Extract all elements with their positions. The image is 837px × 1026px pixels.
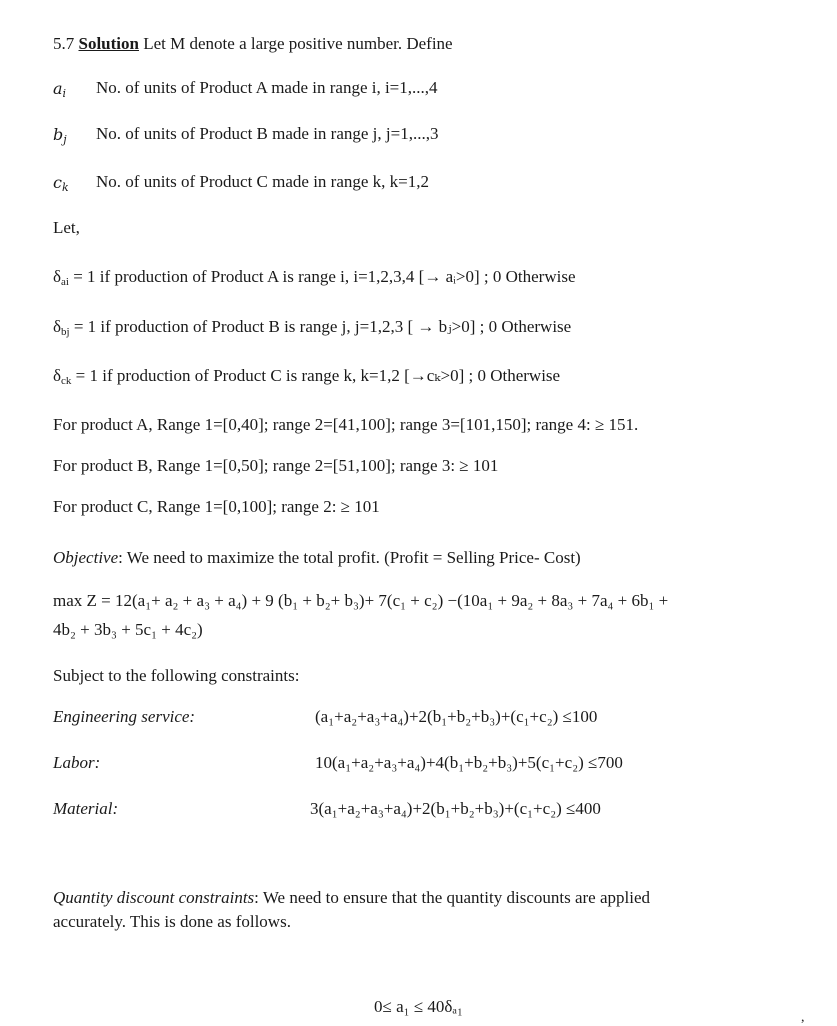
definition-text-c: No. of units of Product C made in range k, k=1,2 bbox=[96, 172, 430, 191]
delta-b-line: $\delta_{bj} = 1$ if production of Product B is range j, j=1,2,3 [ → bⱼ>0] ; 0 Otherwise bbox=[53, 317, 572, 338]
definition-symbol-b: $b_j$ bbox=[53, 125, 67, 146]
definition-symbol-a: $a_i$ bbox=[53, 79, 67, 100]
objective-function-line-2: 4b₂ + 3b₃ + 5c₁ + 4c₂) bbox=[53, 620, 203, 639]
objective-line: Objective: We need to maximize the total profit. (Profit = Selling Price- Cost) bbox=[53, 548, 581, 567]
objective-function-line-1: max Z = 12(a₁+ a₂ + a₃ + a₄) + 9 (b₁ + b₂+ b₃)+ 7(c₁ + c₂) −(10a₁ + 9a₂ + 8a₃ + 7a₄ + 6b₁ + bbox=[53, 591, 669, 610]
solution-heading: Solution bbox=[78, 34, 139, 53]
constraint-label-labor: Labor: bbox=[53, 753, 101, 772]
range-b-line: For product B, Range 1=[0,50]; range 2=[51,100]; range 3: ≥ 101 bbox=[53, 456, 499, 475]
subject-to-label: Subject to the following constraints: bbox=[53, 666, 300, 685]
delta-a-line: $\delta_{ai} = 1$ if production of Product A is range i, i=1,2,3,4 [→ aᵢ>0] ; 0 Otherwise bbox=[53, 267, 576, 288]
stray-mark: , bbox=[801, 1010, 805, 1025]
constraint-label-engineering: Engineering service: bbox=[53, 707, 196, 726]
discount-label: Quantity discount constraints bbox=[53, 888, 255, 907]
discount-line-1: Quantity discount constraints: We need to ensure that the quantity discounts are applied bbox=[53, 888, 650, 907]
let-label: Let, bbox=[53, 218, 80, 237]
final-constraint: 0≤ a₁ ≤ 40δₐ₁ bbox=[374, 997, 463, 1016]
constraint-label-material: Material: bbox=[53, 799, 119, 818]
objective-label: Objective bbox=[53, 548, 119, 567]
definition-symbol-c: $c_k$ bbox=[53, 173, 69, 194]
constraint-expr-material: 3(a₁+a₂+a₃+a₄)+2(b₁+b₂+b₃)+(c₁+c₂) ≤400 bbox=[310, 799, 601, 818]
constraint-expr-labor: 10(a₁+a₂+a₃+a₄)+4(b₁+b₂+b₃)+5(c₁+c₂) ≤700 bbox=[315, 753, 623, 772]
definition-text-a: No. of units of Product A made in range i, i=1,...,4 bbox=[96, 78, 438, 97]
range-a-line: For product A, Range 1=[0,40]; range 2=[41,100]; range 3=[101,150]; range 4: ≥ 151. bbox=[53, 415, 639, 434]
definition-text-b: No. of units of Product B made in range j, j=1,...,3 bbox=[96, 124, 439, 143]
section-number: 5.7 bbox=[53, 34, 75, 53]
discount-line-2: accurately. This is done as follows. bbox=[53, 912, 291, 931]
delta-c-line: $\delta_{ck} = 1$ if production of Product C is range k, k=1,2 [→cₖ>0] ; 0 Otherwise bbox=[53, 366, 561, 387]
intro-text: Let M denote a large positive number. Define bbox=[143, 34, 453, 53]
range-c-line: For product C, Range 1=[0,100]; range 2: ≥ 101 bbox=[53, 497, 380, 516]
header-line bbox=[53, 33, 453, 55]
constraint-expr-engineering: (a₁+a₂+a₃+a₄)+2(b₁+b₂+b₃)+(c₁+c₂) ≤100 bbox=[315, 707, 598, 726]
